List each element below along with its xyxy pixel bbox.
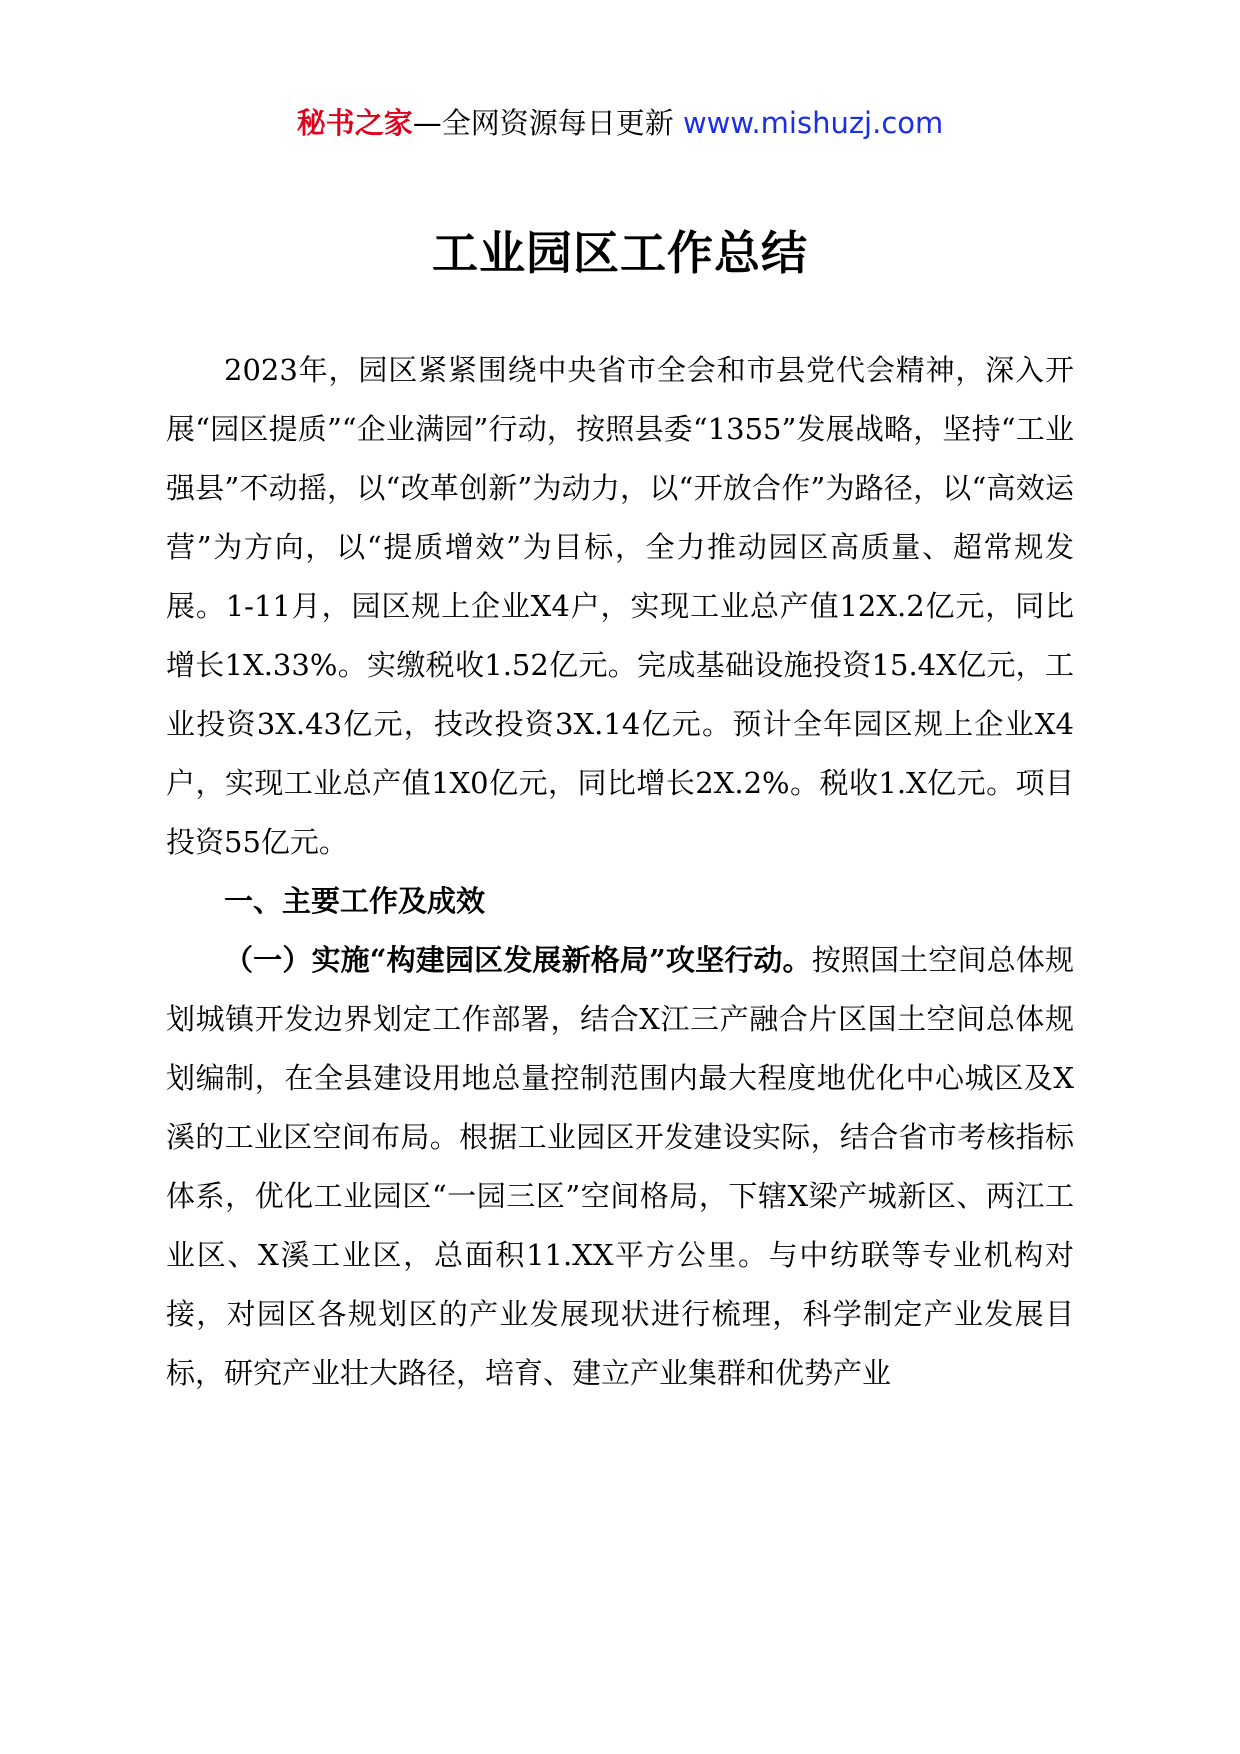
site-banner	[0, 98, 1240, 148]
banner-url-link[interactable]: www.mishuzj.com	[682, 106, 944, 140]
intro-paragraph: 2023年，园区紧紧围绕中央省市全会和市县党代会精神，深入开展“园区提质”“企业满园”行动，按照县委“1355”发展战略，坚持“工业强县”不动摇，以“改革创新”为动力，以“开放合作”为路径，以“高效运营”为方向，以“提质增效”为目标，全力推动园区高质量、超常规发展。1-11月，园区规上企业X4户，实现工业总产值12X.2亿元，同比增长1X.33%。实缴税收1.52亿元。完成基础设施投资15.4X亿元，工业投资3X.43亿元，技改投资3X.14亿元。预计全年园区规上企业X4户，实现工业总产值1X0亿元，同比增长2X.2%。税收1.X亿元。项目投资55亿元。	[166, 353, 1074, 859]
subsection-heading: （一）实施“构建园区发展新格局”攻坚行动。	[224, 943, 812, 977]
banner-brand: 秘书之家	[296, 106, 413, 140]
document-title: 工业园区工作总结	[432, 226, 808, 280]
subsection-text: 按照国土空间总体规划城镇开发边界划定工作部署，结合X江三产融合片区国土空间总体规划编制，在全县建设用地总量控制范围内最大程度地优化中心城区及X溪的工业区空间布局。根据工业园区开发建设实际，结合省市考核指标体系，优化工业园区“一园三区”空间格局，下辖X梁产城新区、两江工业区、X溪工业区，总面积11.XX平方公里。与中纺联等专业机构对接，对园区各规划区的产业发展现状进行梳理，科学制定产业发展目标，研究产业壮大路径，培育、建立产业集群和优势产业	[166, 943, 1074, 1390]
subsection-paragraph	[166, 931, 1074, 1403]
document-body	[166, 341, 1074, 1403]
banner-tagline: —全网资源每日更新	[412, 106, 683, 140]
section-heading: 一、主要工作及成效	[224, 884, 486, 918]
